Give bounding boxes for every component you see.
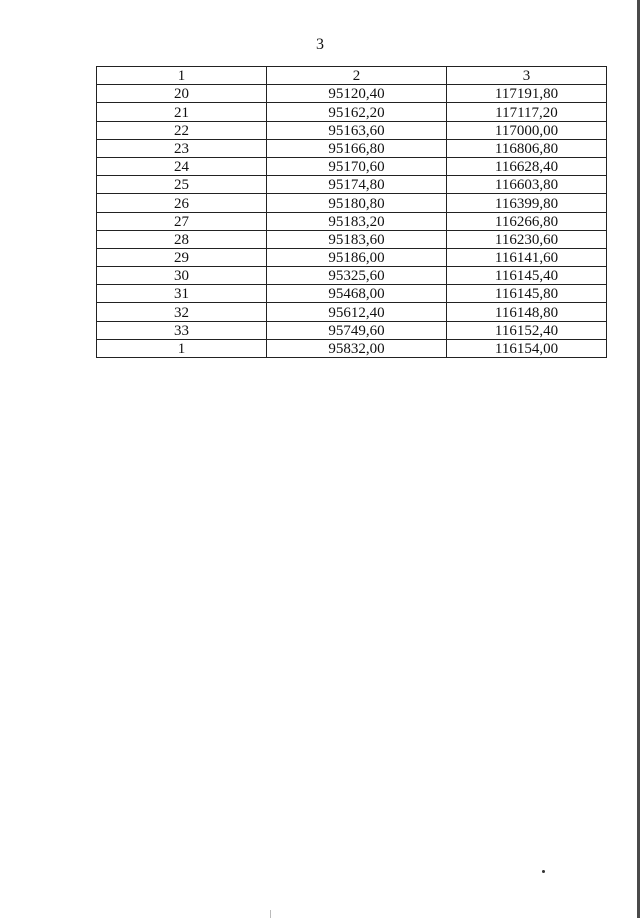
point-number-cell: 30 [97,267,267,285]
table-row [97,303,607,321]
x-coordinate-cell: 95163,60 [267,121,447,139]
table-row [97,139,607,157]
y-coordinate-cell: 116145,80 [447,285,607,303]
y-coordinate-cell: 116399,80 [447,194,607,212]
x-coordinate-cell: 95183,60 [267,230,447,248]
x-coordinate-cell: 95612,40 [267,303,447,321]
y-coordinate-cell: 116266,80 [447,212,607,230]
point-number-cell: 21 [97,103,267,121]
point-number-cell: 26 [97,194,267,212]
table-row [97,212,607,230]
y-coordinate-cell: 117191,80 [447,85,607,103]
table-row [97,85,607,103]
table-row [97,176,607,194]
x-coordinate-cell: 95468,00 [267,285,447,303]
y-coordinate-cell: 116152,40 [447,321,607,339]
point-number-cell: 33 [97,321,267,339]
x-coordinate-cell: 95186,00 [267,248,447,266]
point-number-cell: 22 [97,121,267,139]
column-header-point-number: 1 [97,67,267,85]
y-coordinate-cell: 116154,00 [447,339,607,357]
table-row [97,321,607,339]
coordinates-table [96,66,607,358]
point-number-cell: 32 [97,303,267,321]
y-coordinate-cell: 116628,40 [447,157,607,175]
x-coordinate-cell: 95325,60 [267,267,447,285]
table-row [97,339,607,357]
table-row [97,230,607,248]
scan-speck [542,870,545,873]
point-number-cell: 27 [97,212,267,230]
x-coordinate-cell: 95183,20 [267,212,447,230]
x-coordinate-cell: 95180,80 [267,194,447,212]
table-row [97,248,607,266]
x-coordinate-cell: 95749,60 [267,321,447,339]
table-header-row [97,67,607,85]
point-number-cell: 20 [97,85,267,103]
y-coordinate-cell: 116145,40 [447,267,607,285]
x-coordinate-cell: 95166,80 [267,139,447,157]
point-number-cell: 25 [97,176,267,194]
y-coordinate-cell: 116806,80 [447,139,607,157]
table-row [97,267,607,285]
y-coordinate-cell: 116141,60 [447,248,607,266]
table-row [97,157,607,175]
x-coordinate-cell: 95174,80 [267,176,447,194]
x-coordinate-cell: 95832,00 [267,339,447,357]
table-row [97,285,607,303]
point-number-cell: 1 [97,339,267,357]
table-row [97,103,607,121]
y-coordinate-cell: 116148,80 [447,303,607,321]
y-coordinate-cell: 117117,20 [447,103,607,121]
table-row [97,194,607,212]
point-number-cell: 28 [97,230,267,248]
column-header-y: 3 [447,67,607,85]
point-number-cell: 29 [97,248,267,266]
x-coordinate-cell: 95120,40 [267,85,447,103]
point-number-cell: 24 [97,157,267,175]
y-coordinate-cell: 116603,80 [447,176,607,194]
page-number: 3 [316,36,324,53]
y-coordinate-cell: 116230,60 [447,230,607,248]
column-header-x: 2 [267,67,447,85]
x-coordinate-cell: 95170,60 [267,157,447,175]
point-number-cell: 31 [97,285,267,303]
scan-mark [270,910,271,918]
table-row [97,121,607,139]
x-coordinate-cell: 95162,20 [267,103,447,121]
point-number-cell: 23 [97,139,267,157]
y-coordinate-cell: 117000,00 [447,121,607,139]
